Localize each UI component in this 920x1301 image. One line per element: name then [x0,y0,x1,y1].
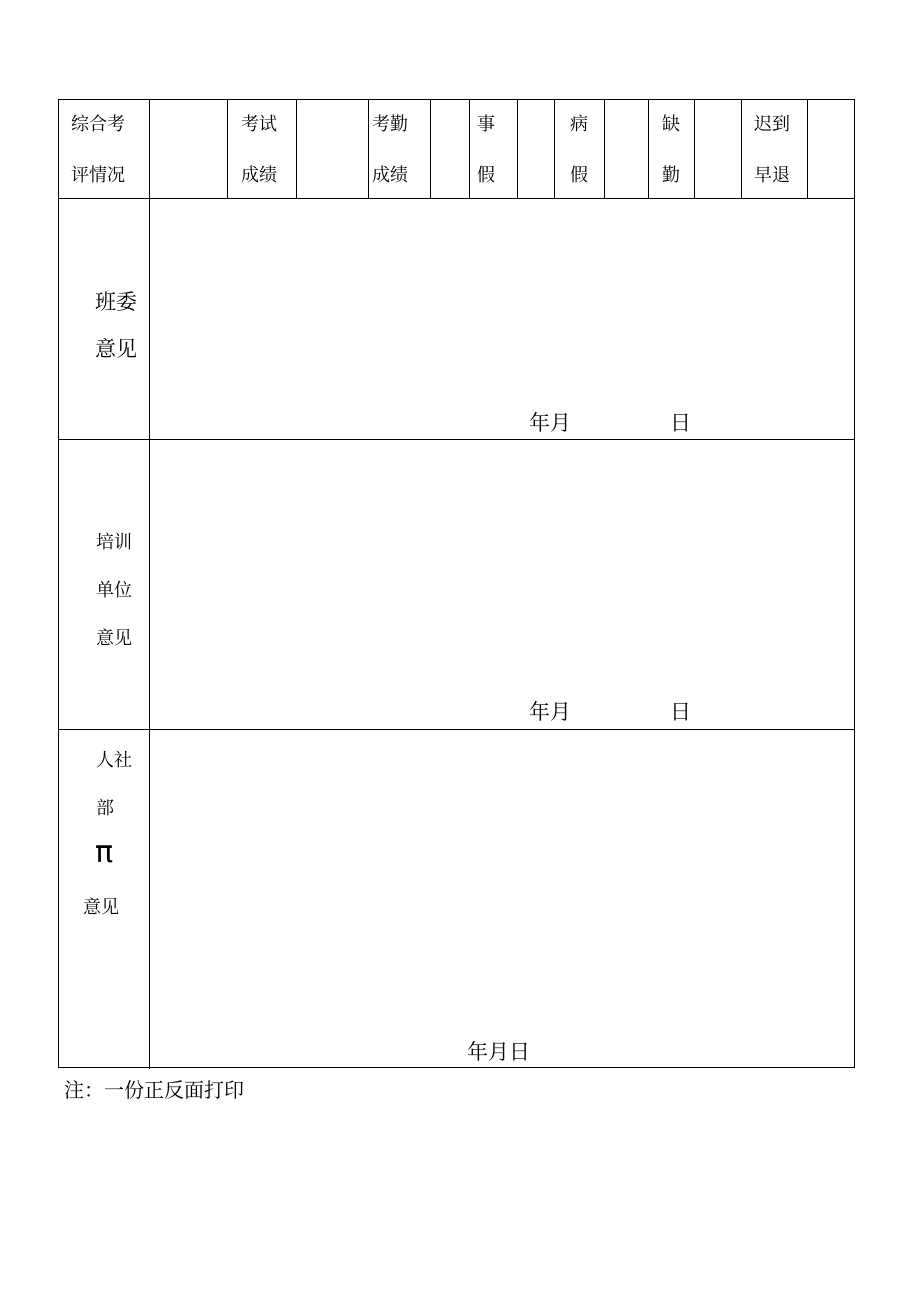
divider [368,100,369,198]
hr-department-label-line3: π [95,835,114,870]
divider [694,100,695,198]
divider [59,198,854,199]
class-committee-date-year-month: 年月 [529,411,571,435]
training-unit-date-year-month: 年月 [529,700,571,724]
class-committee-date-day: 日 [670,411,691,435]
attendance-score-label-line2: 成绩 [372,165,408,186]
absence-label-line1: 缺 [662,114,680,135]
divider [59,729,854,730]
print-note: 注：一份正反面打印 [64,1078,244,1102]
sick-leave-label-line2: 假 [570,165,588,186]
divider [648,100,649,198]
divider [554,100,555,198]
training-unit-label-line1: 培训 [96,532,132,553]
late-early-label-line1: 迟到 [754,114,790,135]
late-early-label-line2: 早退 [754,165,790,186]
hr-department-date: 年月日 [467,1040,530,1064]
assessment-form-table [58,99,855,1068]
attendance-score-label-line1: 考勤 [372,114,408,135]
overall-assessment-label-line2: 评情况 [71,165,125,186]
divider [59,439,854,440]
absence-label-line2: 勤 [662,165,680,186]
hr-department-label-line2: 部 [96,798,114,819]
training-unit-date-day: 日 [670,700,691,724]
divider [517,100,518,198]
exam-score-label-line2: 成绩 [241,165,277,186]
sick-leave-label-line1: 病 [570,114,588,135]
exam-score-label-line1: 考试 [241,114,277,135]
divider [149,100,150,1069]
personal-leave-label-line1: 事 [477,114,495,135]
divider [604,100,605,198]
divider [430,100,431,198]
class-committee-label-line1: 班委 [95,290,137,314]
divider [469,100,470,198]
divider [296,100,297,198]
hr-department-label-line4: 意见 [83,897,119,918]
training-unit-label-line3: 意见 [96,628,132,649]
divider [807,100,808,198]
divider [741,100,742,198]
training-unit-label-line2: 单位 [96,580,132,601]
personal-leave-label-line2: 假 [477,165,495,186]
divider [227,100,228,198]
hr-department-label-line1: 人社 [96,750,132,771]
class-committee-label-line2: 意见 [95,337,137,361]
overall-assessment-label-line1: 综合考 [71,114,125,135]
